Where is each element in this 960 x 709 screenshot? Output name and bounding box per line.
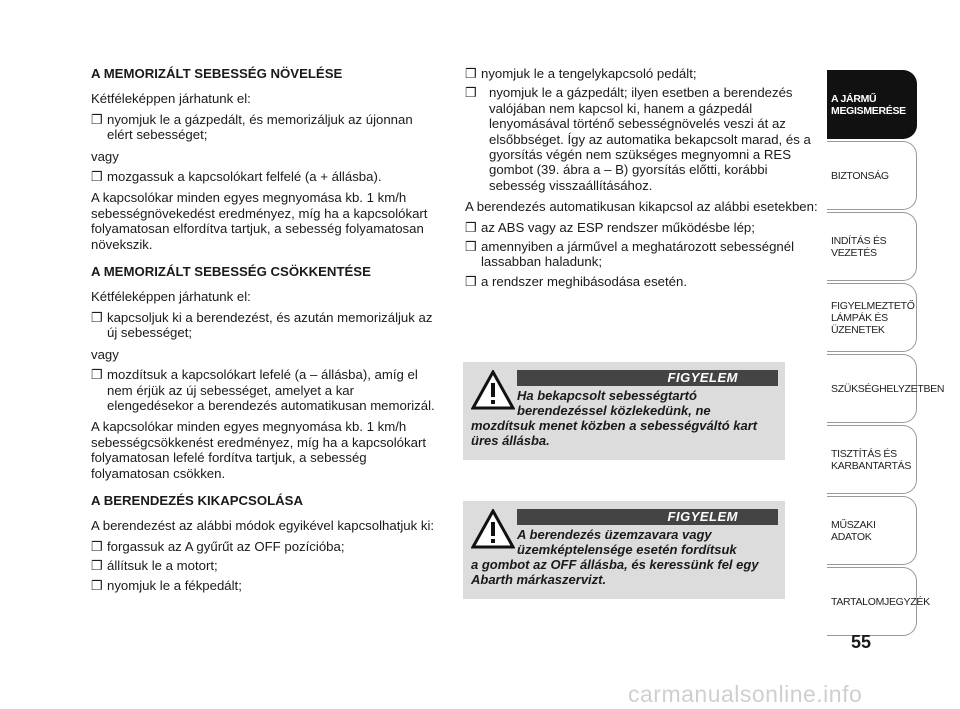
tab-label: BIZTONSÁG	[831, 169, 889, 182]
tab-label: MŰSZAKI ADATOK	[831, 518, 876, 543]
warning-line: berendezéssel közlekedünk, ne	[517, 403, 711, 418]
section-heading: A BERENDEZÉS KIKAPCSOLÁSA	[91, 492, 303, 508]
list-item	[465, 220, 820, 235]
list-item	[91, 310, 441, 341]
warning-text	[471, 388, 777, 448]
paragraph: vagy	[91, 148, 119, 164]
checkbox-bullet-icon: ❒	[91, 309, 103, 325]
list-item	[91, 578, 441, 593]
tab-inditas-es-vezetes[interactable]	[827, 212, 917, 281]
tab-label: A JÁRMŰ MEGISMERÉSE	[831, 92, 906, 117]
list-item-text: nyomjuk le a tengelykapcsoló pedált;	[481, 66, 697, 81]
list-item	[465, 274, 820, 289]
warning-line: a gombot az OFF állásba, és keressünk fel egy Abarth márkaszervizt.	[471, 557, 759, 587]
list-item	[465, 239, 820, 270]
checkbox-bullet-icon: ❒	[91, 367, 103, 383]
list-item-text: mozdítsuk a kapcsolókart lefelé (a – állásba), amíg el nem érjük az új sebességet, amelyet a kar elengedésekor a berendezés automatikusan memorizál.	[107, 367, 435, 413]
checkbox-bullet-icon: ❒	[91, 558, 103, 574]
warning-box	[463, 501, 785, 599]
tab-label: SZÜKSÉGHELYZETBEN	[831, 382, 945, 395]
checkbox-bullet-icon: ❒	[465, 219, 477, 235]
paragraph: A berendezés automatikusan kikapcsol az alábbi esetekben:	[465, 199, 818, 215]
list-item-text: forgassuk az A gyűrűt az OFF pozícióba;	[107, 538, 345, 554]
checkbox-bullet-icon: ❒	[91, 538, 103, 554]
chapter-tabs	[827, 70, 945, 638]
footer-watermark: carmanualsonline.info	[628, 681, 863, 707]
warning-line: A berendezés üzemzavara vagy	[517, 527, 712, 542]
warning-title: FIGYELEM	[517, 370, 778, 386]
list-item-text: a rendszer meghibásodása esetén.	[481, 273, 688, 289]
warning-text	[471, 527, 777, 587]
tab-label: INDÍTÁS ÉS VEZETÉS	[831, 234, 887, 259]
list-item	[91, 539, 441, 554]
tab-szukseghelyzetben[interactable]	[827, 354, 945, 423]
list-item-text: az ABS vagy az ESP rendszer működésbe lép;	[481, 219, 755, 235]
list-item	[91, 558, 441, 573]
tab-biztonsag[interactable]	[827, 141, 917, 210]
list-item	[91, 367, 441, 413]
checkbox-bullet-icon: ❒	[465, 66, 477, 81]
tab-tisztitas-es-karbantartas[interactable]	[827, 425, 917, 494]
warning-line: mozdítsuk menet közben a sebességváltó kart üres állásba.	[471, 418, 758, 448]
paragraph: A kapcsolókar minden egyes megnyomása kb. 1 km/h sebességnövekedést eredményez, míg ha a kapcsolókart folyamatosan elfordítva tartjuk, a sebesség folyamatosan növekszik.	[91, 190, 428, 252]
warning-box	[463, 362, 785, 460]
checkbox-bullet-icon: ❒	[91, 111, 103, 127]
section-heading: A MEMORIZÁLT SEBESSÉG NÖVELÉSE	[91, 66, 343, 81]
section-heading: A MEMORIZÁLT SEBESSÉG CSÖKKENTÉSE	[91, 264, 371, 280]
paragraph: A kapcsolókar minden egyes megnyomása kb. 1 km/h sebességcsökkenést eredményez, míg ha a kapcsolókart folyamatosan lefelé fordítva tartjuk, a sebesség folyamatosan csökken.	[91, 419, 426, 481]
paragraph: Kétféleképpen járhatunk el:	[91, 91, 251, 107]
warning-line: Ha bekapcsolt sebességtartó	[517, 388, 697, 403]
checkbox-bullet-icon: ❒	[465, 239, 477, 255]
tab-a-jarmu-megismerese[interactable]	[827, 70, 917, 139]
list-item	[91, 169, 441, 184]
list-item-text: nyomjuk le a gázpedált; ilyen esetben a berendezés valójában nem kapcsol ki, hanem a gázpedál lenyomásával történő sebességnövelés veszi át az elsőbbséget. Így az automatika bekapcsolt marad, és a gyorsítás végén nem szükséges megnyomni a RES gombot (39. ábra a – B) gyorsítás előtti, korábbi sebesség visszaállításához.	[489, 85, 811, 193]
list-item-text: amennyiben a járművel a meghatározott sebességnél lassabban haladunk;	[481, 239, 795, 270]
warning-line: üzemképtelensége esetén fordítsuk	[517, 542, 737, 557]
tab-label: TISZTÍTÁS ÉS KARBANTARTÁS	[831, 447, 912, 472]
left-column	[91, 66, 441, 597]
right-column	[465, 66, 820, 293]
paragraph: A berendezést az alábbi módok egyikével kapcsolhatjuk ki:	[91, 518, 435, 534]
checkbox-bullet-icon: ❒	[91, 577, 103, 593]
tab-label: FIGYELMEZTETŐ LÁMPÁK ÉS ÜZENETEK	[831, 299, 915, 336]
list-item	[91, 112, 441, 143]
list-item-text: kapcsoljuk ki a berendezést, és azután memorizáljuk az új sebességet;	[107, 309, 433, 341]
checkbox-bullet-icon: ❒	[465, 85, 477, 101]
tab-figyelmezteto-lampak[interactable]	[827, 283, 917, 352]
tab-label: TARTALOMJEGYZÉK	[831, 595, 930, 608]
checkbox-bullet-icon: ❒	[465, 273, 477, 289]
list-item-text: mozgassuk a kapcsolókart felfelé (a + állásba).	[107, 169, 382, 185]
list-item-text: nyomjuk le a fékpedált;	[107, 577, 242, 593]
warning-title: FIGYELEM	[517, 509, 778, 525]
checkbox-bullet-icon: ❒	[91, 169, 103, 185]
tab-muszaki-adatok[interactable]	[827, 496, 917, 565]
list-item-text: nyomjuk le a gázpedált, és memorizáljuk az újonnan elért sebességet;	[107, 111, 413, 143]
paragraph: vagy	[91, 346, 119, 362]
page-number: 55	[851, 632, 872, 652]
tab-tartalomjegyzek[interactable]	[827, 567, 930, 636]
list-item	[465, 66, 820, 81]
paragraph: Kétféleképpen járhatunk el:	[91, 289, 251, 305]
list-item	[465, 85, 820, 193]
list-item-text: állítsuk le a motort;	[107, 558, 218, 574]
